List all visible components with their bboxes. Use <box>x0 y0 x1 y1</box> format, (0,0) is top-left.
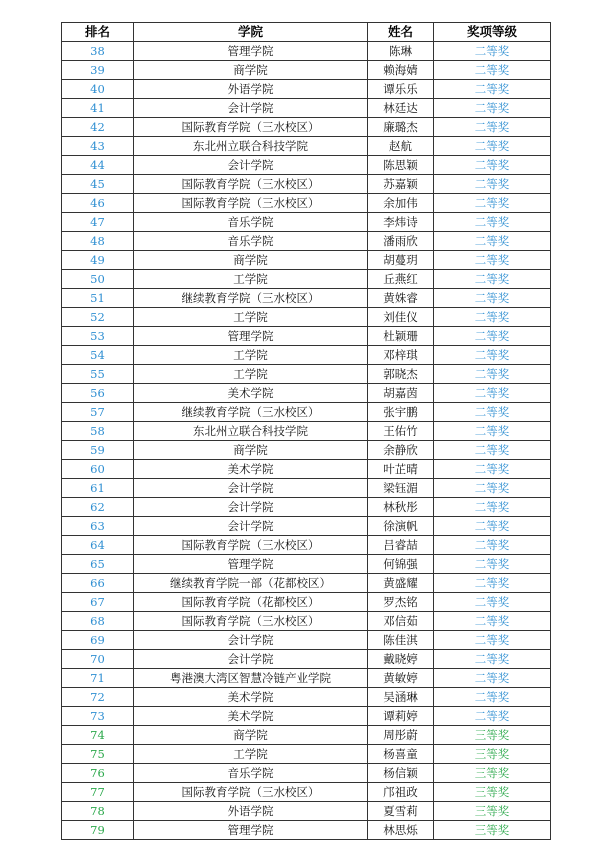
name-cell: 何锦强 <box>368 555 434 574</box>
college-cell: 管理学院 <box>134 821 368 840</box>
award-cell: 三等奖 <box>434 783 551 802</box>
rank-cell: 62 <box>62 498 134 517</box>
award-cell: 二等奖 <box>434 213 551 232</box>
table-header-row <box>62 23 551 42</box>
college-cell: 会计学院 <box>134 479 368 498</box>
college-cell: 国际教育学院（三水校区） <box>134 783 368 802</box>
rank-cell: 55 <box>62 365 134 384</box>
rank-cell: 56 <box>62 384 134 403</box>
table-row <box>62 270 551 289</box>
award-cell: 二等奖 <box>434 707 551 726</box>
name-cell: 周彤蔚 <box>368 726 434 745</box>
rank-cell: 79 <box>62 821 134 840</box>
name-cell: 杨喜童 <box>368 745 434 764</box>
table-row <box>62 783 551 802</box>
college-cell: 国际教育学院（花都校区） <box>134 593 368 612</box>
rank-cell: 47 <box>62 213 134 232</box>
award-cell: 二等奖 <box>434 99 551 118</box>
name-cell: 苏嘉颖 <box>368 175 434 194</box>
award-cell: 二等奖 <box>434 365 551 384</box>
table-row <box>62 156 551 175</box>
college-cell: 商学院 <box>134 441 368 460</box>
college-cell: 会计学院 <box>134 650 368 669</box>
college-cell: 音乐学院 <box>134 232 368 251</box>
name-cell: 邝祖政 <box>368 783 434 802</box>
award-cell: 二等奖 <box>434 270 551 289</box>
college-cell: 会计学院 <box>134 498 368 517</box>
name-cell: 戴晓婷 <box>368 650 434 669</box>
award-cell: 三等奖 <box>434 802 551 821</box>
award-cell: 二等奖 <box>434 498 551 517</box>
award-cell: 二等奖 <box>434 403 551 422</box>
name-cell: 黄敏婷 <box>368 669 434 688</box>
table-row <box>62 574 551 593</box>
college-cell: 国际教育学院（三水校区） <box>134 536 368 555</box>
college-cell: 管理学院 <box>134 327 368 346</box>
rank-cell: 77 <box>62 783 134 802</box>
rank-cell: 42 <box>62 118 134 137</box>
college-cell: 美术学院 <box>134 460 368 479</box>
table-row <box>62 707 551 726</box>
college-cell: 音乐学院 <box>134 764 368 783</box>
college-cell: 粤港澳大湾区智慧冷链产业学院 <box>134 669 368 688</box>
table-row <box>62 631 551 650</box>
table-row <box>62 669 551 688</box>
table-row <box>62 308 551 327</box>
table-body <box>62 42 551 840</box>
name-cell: 黄盛耀 <box>368 574 434 593</box>
rank-cell: 61 <box>62 479 134 498</box>
college-cell: 继续教育学院（三水校区） <box>134 289 368 308</box>
rank-cell: 76 <box>62 764 134 783</box>
award-cell: 二等奖 <box>434 61 551 80</box>
name-cell: 罗杰铭 <box>368 593 434 612</box>
rank-cell: 67 <box>62 593 134 612</box>
rank-cell: 69 <box>62 631 134 650</box>
table-row <box>62 764 551 783</box>
college-cell: 商学院 <box>134 251 368 270</box>
table-row <box>62 42 551 61</box>
rank-cell: 57 <box>62 403 134 422</box>
rank-cell: 43 <box>62 137 134 156</box>
award-cell: 二等奖 <box>434 308 551 327</box>
award-cell: 三等奖 <box>434 726 551 745</box>
rank-cell: 73 <box>62 707 134 726</box>
name-cell: 胡蔓玥 <box>368 251 434 270</box>
rank-cell: 68 <box>62 612 134 631</box>
award-cell: 二等奖 <box>434 137 551 156</box>
name-cell: 谭乐乐 <box>368 80 434 99</box>
table-row <box>62 327 551 346</box>
name-cell: 梁钰湄 <box>368 479 434 498</box>
college-cell: 工学院 <box>134 308 368 327</box>
table-row <box>62 346 551 365</box>
college-cell: 商学院 <box>134 61 368 80</box>
table-row <box>62 403 551 422</box>
college-cell: 会计学院 <box>134 99 368 118</box>
award-cell: 二等奖 <box>434 156 551 175</box>
rank-cell: 53 <box>62 327 134 346</box>
rank-cell: 46 <box>62 194 134 213</box>
name-cell: 杨信颖 <box>368 764 434 783</box>
award-cell: 二等奖 <box>434 441 551 460</box>
college-cell: 会计学院 <box>134 631 368 650</box>
table-row <box>62 479 551 498</box>
table-row <box>62 517 551 536</box>
rank-cell: 59 <box>62 441 134 460</box>
college-cell: 国际教育学院（三水校区） <box>134 175 368 194</box>
award-cell: 二等奖 <box>434 631 551 650</box>
table-row <box>62 745 551 764</box>
rank-cell: 40 <box>62 80 134 99</box>
rank-cell: 58 <box>62 422 134 441</box>
rank-cell: 45 <box>62 175 134 194</box>
college-cell: 美术学院 <box>134 688 368 707</box>
table-row <box>62 80 551 99</box>
college-cell: 继续教育学院（三水校区） <box>134 403 368 422</box>
rank-cell: 51 <box>62 289 134 308</box>
rank-cell: 48 <box>62 232 134 251</box>
name-cell: 赖海婧 <box>368 61 434 80</box>
award-table <box>61 22 551 840</box>
table-row <box>62 650 551 669</box>
rank-cell: 66 <box>62 574 134 593</box>
college-cell: 会计学院 <box>134 517 368 536</box>
name-cell: 余静欣 <box>368 441 434 460</box>
college-cell: 管理学院 <box>134 555 368 574</box>
name-cell: 徐演帆 <box>368 517 434 536</box>
award-cell: 二等奖 <box>434 669 551 688</box>
name-cell: 赵航 <box>368 137 434 156</box>
award-cell: 二等奖 <box>434 593 551 612</box>
rank-cell: 38 <box>62 42 134 61</box>
award-cell: 二等奖 <box>434 346 551 365</box>
name-cell: 夏雪莉 <box>368 802 434 821</box>
college-cell: 工学院 <box>134 745 368 764</box>
award-cell: 二等奖 <box>434 422 551 441</box>
rank-cell: 41 <box>62 99 134 118</box>
name-cell: 李炜诗 <box>368 213 434 232</box>
rank-cell: 54 <box>62 346 134 365</box>
rank-cell: 39 <box>62 61 134 80</box>
rank-cell: 71 <box>62 669 134 688</box>
award-cell: 二等奖 <box>434 289 551 308</box>
table-row <box>62 498 551 517</box>
rank-cell: 52 <box>62 308 134 327</box>
college-cell: 工学院 <box>134 270 368 289</box>
college-cell: 国际教育学院（三水校区） <box>134 612 368 631</box>
table-row <box>62 802 551 821</box>
award-cell: 二等奖 <box>434 536 551 555</box>
table-row <box>62 175 551 194</box>
award-cell: 二等奖 <box>434 479 551 498</box>
college-cell: 东北州立联合科技学院 <box>134 137 368 156</box>
rank-cell: 78 <box>62 802 134 821</box>
college-cell: 东北州立联合科技学院 <box>134 422 368 441</box>
table-row <box>62 422 551 441</box>
award-cell: 二等奖 <box>434 384 551 403</box>
table-row <box>62 555 551 574</box>
rank-cell: 50 <box>62 270 134 289</box>
award-cell: 二等奖 <box>434 327 551 346</box>
name-cell: 张宇鹏 <box>368 403 434 422</box>
rank-cell: 75 <box>62 745 134 764</box>
award-cell: 二等奖 <box>434 555 551 574</box>
table-row <box>62 536 551 555</box>
rank-cell: 60 <box>62 460 134 479</box>
column-header-rank: 排名 <box>62 23 134 42</box>
table-row <box>62 251 551 270</box>
award-cell: 二等奖 <box>434 42 551 61</box>
rank-cell: 63 <box>62 517 134 536</box>
column-header-college: 学院 <box>134 23 368 42</box>
name-cell: 吕睿喆 <box>368 536 434 555</box>
award-cell: 二等奖 <box>434 460 551 479</box>
name-cell: 陈思颖 <box>368 156 434 175</box>
award-cell: 二等奖 <box>434 251 551 270</box>
name-cell: 王佑竹 <box>368 422 434 441</box>
column-header-award: 奖项等级 <box>434 23 551 42</box>
college-cell: 国际教育学院（三水校区） <box>134 194 368 213</box>
rank-cell: 44 <box>62 156 134 175</box>
college-cell: 国际教育学院（三水校区） <box>134 118 368 137</box>
table-row <box>62 726 551 745</box>
college-cell: 工学院 <box>134 346 368 365</box>
rank-cell: 65 <box>62 555 134 574</box>
column-header-name: 姓名 <box>368 23 434 42</box>
college-cell: 美术学院 <box>134 707 368 726</box>
name-cell: 丘燕红 <box>368 270 434 289</box>
name-cell: 林思烁 <box>368 821 434 840</box>
table-row <box>62 460 551 479</box>
award-cell: 二等奖 <box>434 612 551 631</box>
name-cell: 吴涵琳 <box>368 688 434 707</box>
name-cell: 潘雨欣 <box>368 232 434 251</box>
name-cell: 余加伟 <box>368 194 434 213</box>
college-cell: 外语学院 <box>134 80 368 99</box>
award-cell: 二等奖 <box>434 118 551 137</box>
table-row <box>62 194 551 213</box>
award-cell: 二等奖 <box>434 650 551 669</box>
name-cell: 杜颖珊 <box>368 327 434 346</box>
rank-cell: 64 <box>62 536 134 555</box>
table-row <box>62 384 551 403</box>
name-cell: 林廷达 <box>368 99 434 118</box>
award-list-page <box>61 22 550 840</box>
table-row <box>62 137 551 156</box>
rank-cell: 74 <box>62 726 134 745</box>
college-cell: 美术学院 <box>134 384 368 403</box>
table-row <box>62 612 551 631</box>
name-cell: 黄姝睿 <box>368 289 434 308</box>
table-row <box>62 688 551 707</box>
college-cell: 工学院 <box>134 365 368 384</box>
name-cell: 邓梓琪 <box>368 346 434 365</box>
college-cell: 音乐学院 <box>134 213 368 232</box>
name-cell: 廉璐杰 <box>368 118 434 137</box>
name-cell: 刘佳仪 <box>368 308 434 327</box>
name-cell: 郭晓杰 <box>368 365 434 384</box>
award-cell: 二等奖 <box>434 194 551 213</box>
table-row <box>62 99 551 118</box>
table-row <box>62 213 551 232</box>
award-cell: 二等奖 <box>434 175 551 194</box>
award-cell: 二等奖 <box>434 574 551 593</box>
name-cell: 叶芷晴 <box>368 460 434 479</box>
college-cell: 商学院 <box>134 726 368 745</box>
award-cell: 二等奖 <box>434 232 551 251</box>
college-cell: 继续教育学院一部（花都校区） <box>134 574 368 593</box>
award-cell: 二等奖 <box>434 688 551 707</box>
name-cell: 邓信茹 <box>368 612 434 631</box>
table-row <box>62 232 551 251</box>
award-cell: 三等奖 <box>434 764 551 783</box>
table-row <box>62 365 551 384</box>
award-cell: 三等奖 <box>434 745 551 764</box>
award-cell: 二等奖 <box>434 517 551 536</box>
award-cell: 三等奖 <box>434 821 551 840</box>
table-row <box>62 441 551 460</box>
rank-cell: 49 <box>62 251 134 270</box>
college-cell: 管理学院 <box>134 42 368 61</box>
name-cell: 林秋彤 <box>368 498 434 517</box>
name-cell: 谭莉婷 <box>368 707 434 726</box>
table-row <box>62 289 551 308</box>
college-cell: 外语学院 <box>134 802 368 821</box>
name-cell: 陈佳淇 <box>368 631 434 650</box>
name-cell: 胡嘉茵 <box>368 384 434 403</box>
table-row <box>62 593 551 612</box>
award-cell: 二等奖 <box>434 80 551 99</box>
name-cell: 陈琳 <box>368 42 434 61</box>
college-cell: 会计学院 <box>134 156 368 175</box>
rank-cell: 70 <box>62 650 134 669</box>
table-row <box>62 118 551 137</box>
table-row <box>62 821 551 840</box>
table-row <box>62 61 551 80</box>
rank-cell: 72 <box>62 688 134 707</box>
